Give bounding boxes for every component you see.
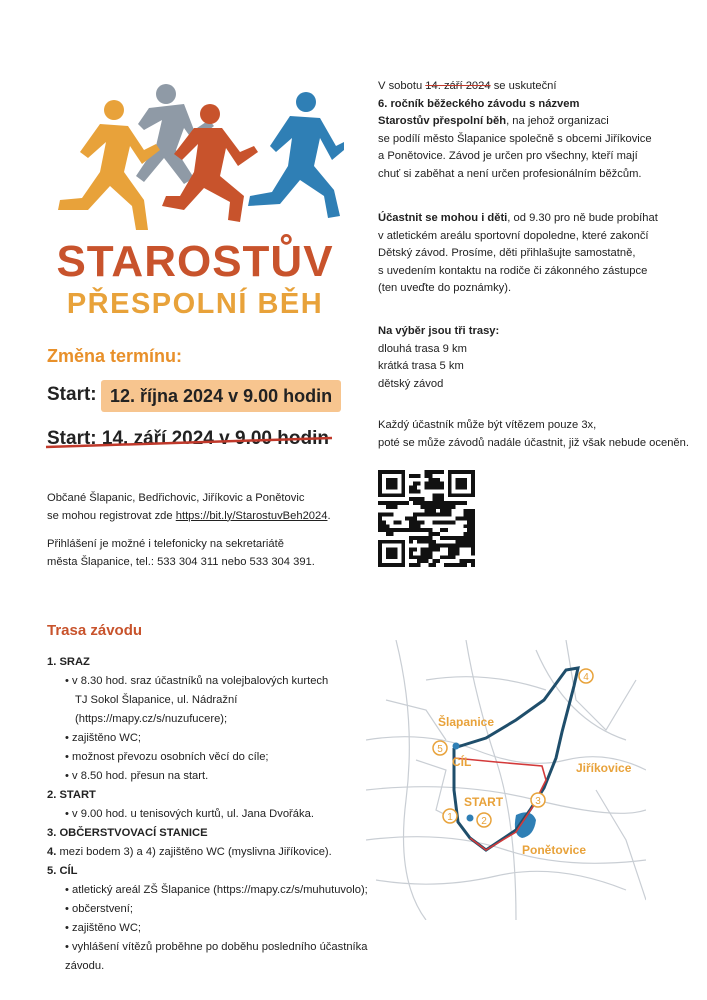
intro-paragraph <box>378 78 698 184</box>
routes-list <box>378 323 698 393</box>
list-item: • zajištěno WC; <box>65 732 142 744</box>
section-refreshment: 3. OBČERSTVOVACÍ STANICE <box>47 827 208 839</box>
marker-5: 5 <box>437 744 443 755</box>
kids-paragraph <box>378 210 698 298</box>
route-item: dlouhá trasa 9 km <box>378 342 467 355</box>
kids-line-2: v atletickém areálu sportovní dopoledne, které zakončí <box>378 229 649 242</box>
label-slapanice: Šlapanice <box>438 715 495 729</box>
finish-point <box>453 743 460 750</box>
start-label: Start: <box>47 384 97 405</box>
section-sraz: 1. SRAZ <box>47 656 90 668</box>
intro-line-3: Starostův přespolní běh, na jehož organizaci <box>378 115 609 128</box>
kids-line-1: Účastnit se mohou i děti, od 9.30 pro ně bude probíhat <box>378 212 658 224</box>
list-item: • v 8.50 hod. přesun na start. <box>65 770 209 782</box>
intro-line-6: chuť si zaběhat a není určen profesionálním běžcům. <box>378 167 642 180</box>
kids-line-4: s uvedením kontaktu na rodiče či zákonného zástupce <box>378 264 648 277</box>
list-item: • atletický areál ZŠ Šlapanice (https://mapy.cz/s/muhutuvolo); <box>65 884 368 896</box>
route-item: krátká trasa 5 km <box>378 360 464 373</box>
kids-line-5: (ten uveďte do poznámky). <box>378 282 512 295</box>
strikethrough-line <box>44 432 334 452</box>
logo-title: STAROSTŮV <box>56 237 334 286</box>
marker-1: 1 <box>447 812 453 823</box>
start-point <box>467 815 474 822</box>
list-item: • zajištěno WC; <box>65 922 142 934</box>
logo-subtitle: PŘESPOLNÍ BĚH <box>66 288 324 320</box>
old-start-date: Start: 14. září 2024 v 9.00 hodin <box>47 428 329 449</box>
marker-3: 3 <box>535 796 541 807</box>
new-start-date: 12. října 2024 v 9.00 hodin <box>101 380 341 412</box>
label-jirikovice: Jiříkovice <box>576 761 632 775</box>
registration-link[interactable]: https://bit.ly/StarostuvBeh2024 <box>175 509 328 522</box>
runner-blue <box>248 92 344 218</box>
section-finish: 5. CÍL <box>47 865 78 877</box>
intro-line-5: a Ponětovice. Závod je určen pro všechny, kteří mají <box>378 150 638 163</box>
list-item: • možnost převozu osobních věcí do cíle; <box>65 751 269 763</box>
itinerary-heading: Trasa závodu <box>47 622 143 639</box>
intro-line-2: 6. ročník běžeckého závodu s názvem <box>378 97 580 110</box>
winner-note <box>378 417 698 452</box>
routes-heading: Na výběr jsou tři trasy: <box>378 325 500 337</box>
marker-2: 2 <box>481 816 487 827</box>
winner-line-1: Každý účastník může být vítězem pouze 3x, <box>378 419 597 431</box>
kids-line-3: Dětský závod. Prosíme, děti přihlašujte samostatně, <box>378 247 636 260</box>
winner-line-2: poté se může závodů nadále účastnit, již však nebude oceněn. <box>378 436 689 449</box>
route-item: dětský závod <box>378 377 444 390</box>
registration-line-1: Občané Šlapanic, Bedřichovic, Jiříkovic a Ponětovic <box>47 492 305 504</box>
list-item: • občerstvení; <box>65 903 133 915</box>
runners-logo-image <box>44 80 344 240</box>
itinerary-list <box>47 653 387 976</box>
section-4: 4. mezi bodem 3) a 4) zajištěno WC (myslivna Jiříkovice). <box>47 846 332 858</box>
qr-code-image[interactable] <box>378 470 475 567</box>
intro-line-4: se podílí město Šlapanice společně s obcemi Jiříkovice <box>378 132 652 145</box>
struck-date: 14. září 2024 <box>425 80 491 92</box>
phone-line-2: města Šlapanice, tel.: 533 304 311 nebo 533 304 391. <box>47 555 315 568</box>
label-cil: CÍL <box>452 755 472 769</box>
date-change-heading: Změna termínu: <box>47 346 183 366</box>
route-map <box>366 640 646 920</box>
list-item: • v 9.00 hod. u tenisových kurtů, ul. Jana Dvořáka. <box>65 808 314 820</box>
list-item: TJ Sokol Šlapanice, ul. Nádražní (https://mapy.cz/s/nuzufucere); <box>75 694 238 725</box>
registration-line-2: se mohou registrovat zde https://bit.ly/StarostuvBeh2024. <box>47 509 331 522</box>
registration-paragraph <box>47 490 357 525</box>
list-item: • v 8.30 hod. sraz účastníků na volejbalových kurtech <box>65 675 329 687</box>
section-start: 2. START <box>47 789 96 801</box>
marker-4: 4 <box>583 672 589 683</box>
label-ponetovice: Ponětovice <box>522 843 587 857</box>
list-item: • vyhlášení vítězů proběhne po doběhu posledního účastníka závodu. <box>65 941 368 972</box>
map-roads <box>366 640 646 920</box>
phone-registration <box>47 536 357 571</box>
phone-line-1: Přihlášení je možné i telefonicky na sekretariátě <box>47 538 284 550</box>
intro-line-1: V sobotu 14. září 2024 se uskuteční <box>378 80 557 92</box>
label-start: START <box>464 795 504 809</box>
